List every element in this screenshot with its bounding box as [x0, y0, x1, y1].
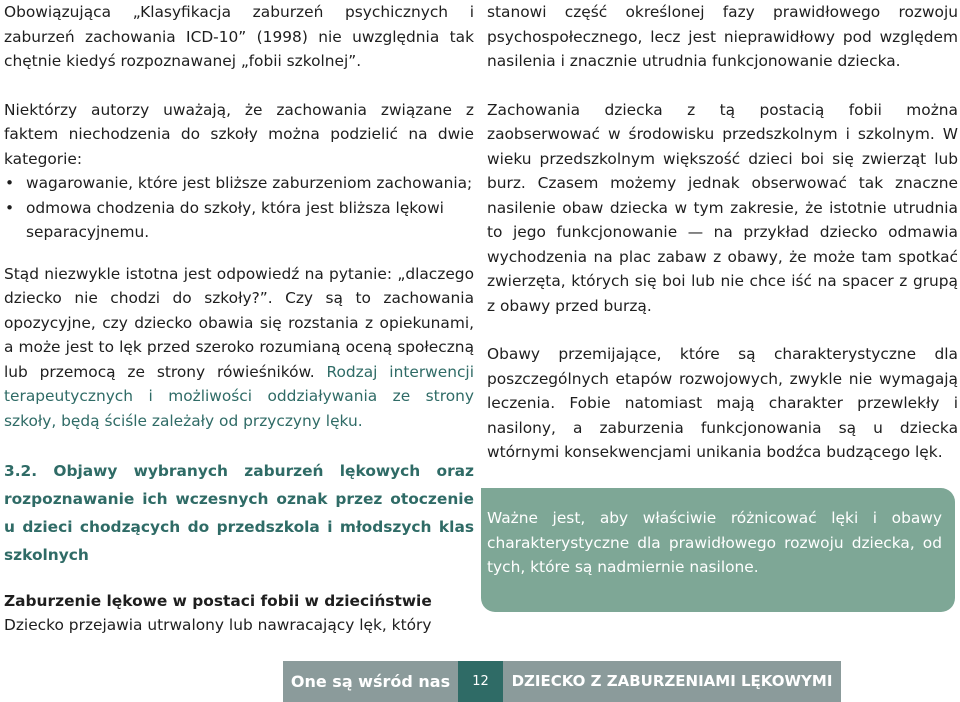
intro-paragraph: Obowiązująca „Klasyfikacja zaburzeń psychicznych i zaburzeń zachowania ICD-10” (1998) nie uwzględnia tak chętnie kiedyś rozpoznawanej „fobii szkolnej”.: [4, 3, 474, 70]
transient-fears-paragraph: Obawy przemijające, które są charakterystyczne dla poszczególnych etapów rozwojowych, zwykle nie wymagają leczenia. Fobie natomiast mają charakter przewlekły i nasilony, a zaburzenia funkcjonowania są u dziecka wtórnymi konsekwencjami unikania bodźca budzącego lęk.: [487, 345, 958, 461]
intervention-text: Rodzaj interwencji terapeutycznych i możliwości oddziaływania ze strony szkoły, będą ściśle zależały od przyczyny lęku.: [4, 362, 474, 430]
question-paragraph: [4, 262, 474, 434]
page-number: 12: [458, 661, 503, 702]
list-item: • wagarowanie, które jest bliższe zaburzeniom zachowania;: [4, 171, 474, 196]
continuation-paragraph: stanowi część określonej fazy prawidłowego rozwoju psychospołecznego, lecz jest nieprawidłowy pod względem nasilenia i znacznie utrudnia funkcjonowanie dziecka.: [487, 3, 958, 70]
question-text: Stąd niezwykle istotna jest odpowiedź na pytanie: „dlaczego dziecko nie chodzi do szkoły?”. Czy są to zachowania opozycyjne, czy dziecko obawia się rozstania z opiekunami, a może jest to lęk przed szeroko rozumianą oceną społeczną lub przemocą ze strony rówieśników.: [4, 264, 474, 381]
footer-publication-title: One są wśród nas: [283, 661, 458, 702]
categories-list: [4, 171, 474, 245]
categories-paragraph: Niektórzy autorzy uważają, że zachowania związane z faktem niechodzenia do szkoły można podzielić na dwie kategorie:: [4, 100, 474, 168]
section-heading: 3.2. Objawy wybranych zaburzeń lękowych oraz rozpoznawanie ich wczesnych oznak przez otoczenie u dzieci chodzących do przedszkola i młodszych klas szkolnych: [4, 462, 474, 564]
list-item: • odmowa chodzenia do szkoły, która jest bliższa lękowi separacyjnemu.: [4, 196, 474, 245]
right-column: [487, 0, 958, 465]
phobia-paragraph: Dziecko przejawia utrwalony lub nawracający lęk, który: [4, 616, 432, 634]
footer-chapter-title: DZIECKO Z ZABURZENIAMI LĘKOWYMI: [503, 661, 841, 702]
subsection-heading: Zaburzenie lękowe w postaci fobii w dzieciństwie: [4, 592, 432, 610]
callout-text: Ważne jest, aby właściwie różnicować lęki i obawy charakterystyczne dla prawidłowego rozwoju dziecka, od tych, które są nadmiernie nasilone.: [487, 509, 942, 576]
behavior-paragraph: Zachowania dziecka z tą postacią fobii można zaobserwować w środowisku przedszkolnym i szkolnym. W wieku przedszkolnym większość dzieci boi się zwierząt lub burz. Czasem możemy jednak obserwować tak znaczne nasilenie obaw dziecka w tym zakresie, że istotnie utrudnia to jego funkcjonowanie — na przykład dziecko odmawia wychodzenia na plac zabaw z obawy, że może tam spotkać zwierzęta, których się boi lub nie chce iść na spacer z grupą z obawy przed burzą.: [487, 100, 958, 315]
left-column: [4, 0, 474, 638]
callout-box: [481, 488, 955, 612]
